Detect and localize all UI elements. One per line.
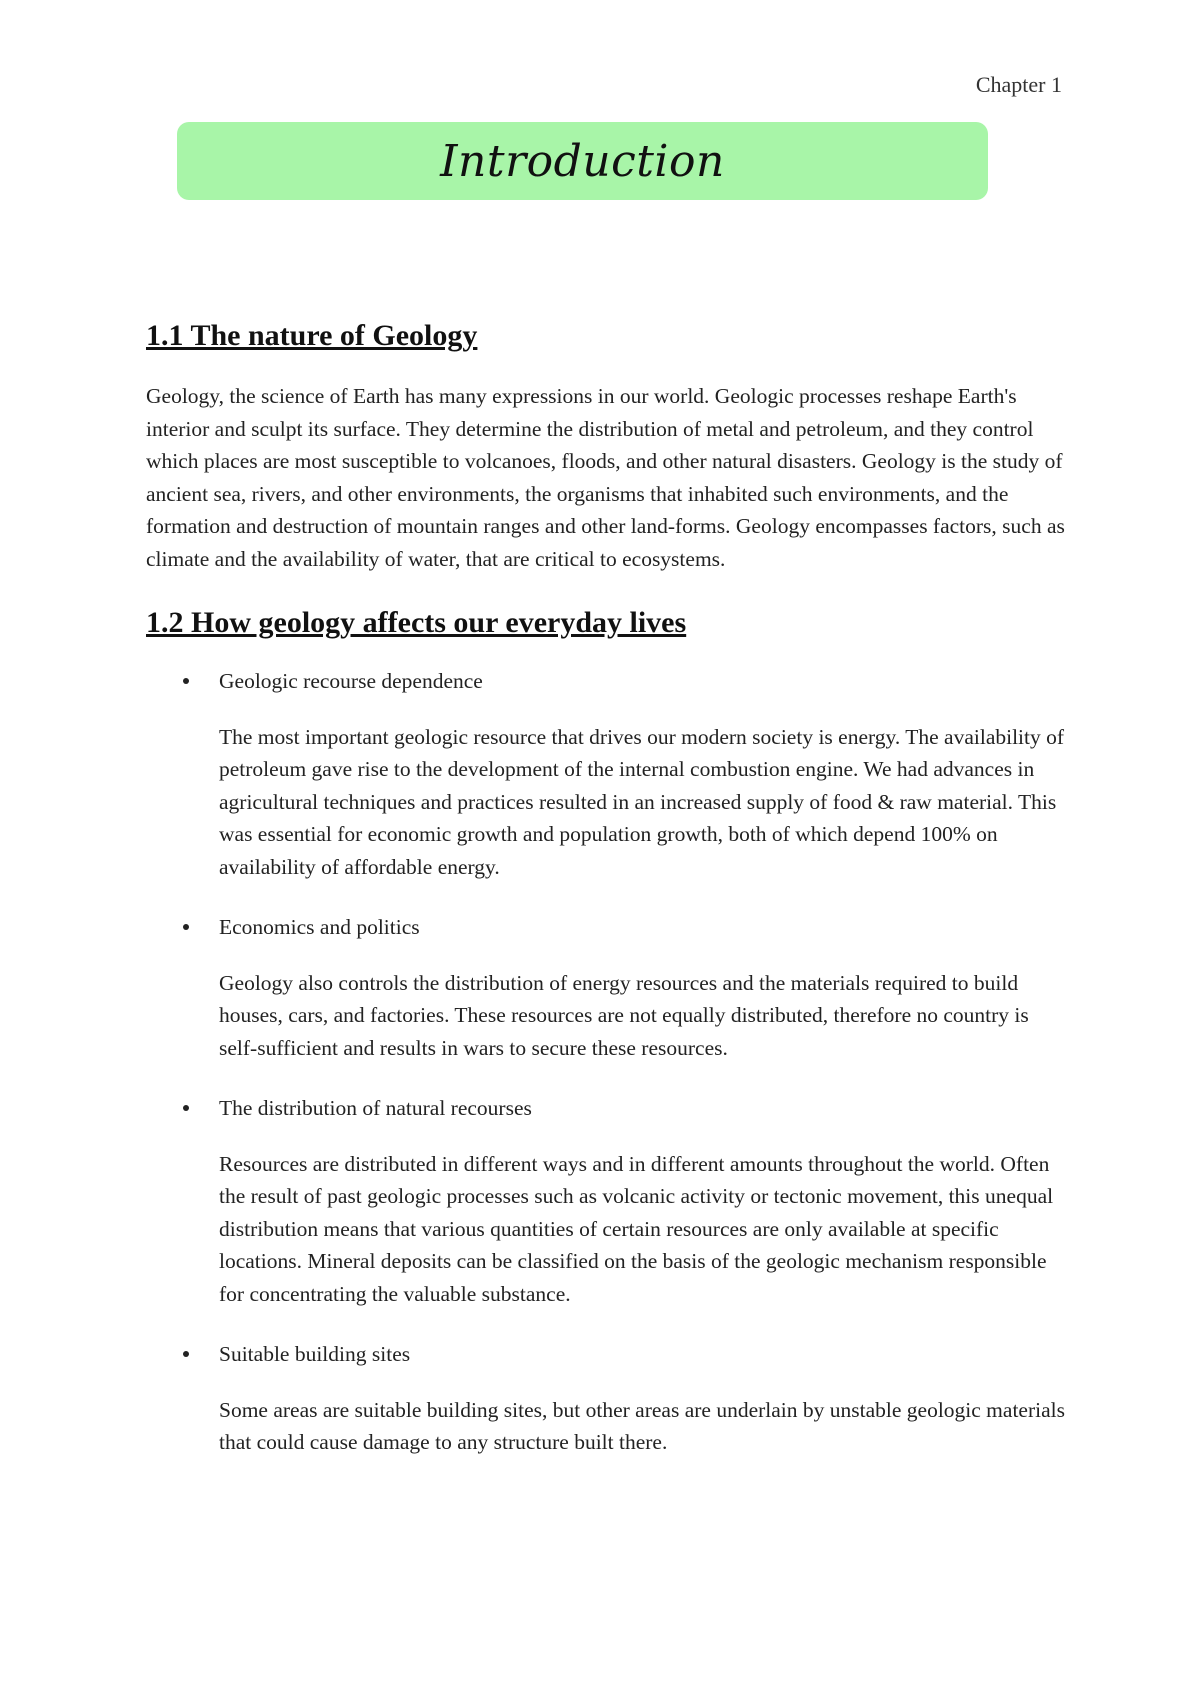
- bullet-title: Geologic recourse dependence: [219, 669, 483, 693]
- bullet-icon: [183, 924, 189, 930]
- title-banner: [177, 122, 988, 200]
- bullet-title: Suitable building sites: [219, 1342, 411, 1366]
- section-nature-of-geology: [146, 318, 1066, 575]
- page-title: Introduction: [440, 135, 725, 187]
- bullet-text: The most important geologic resource that drives our modern society is energy. The availability of petroleum gave rise to the development of the internal combustion engine. We had advances in agricultural techniques and practices resulted in an increased supply of food & raw material. This was essential for economic growth and population growth, both of which depend 100% on availability of affordable energy.: [219, 724, 1065, 879]
- bullet-title: The distribution of natural recourses: [219, 1096, 532, 1120]
- section-paragraph: Geology, the science of Earth has many expressions in our world. Geologic processes reshape Earth's interior and sculpt its surface. They determine the distribution of metal and petroleum, and they control which places are most susceptible to volcanoes, floods, and other natural disasters. Geology is the study of ancient sea, rivers, and other environments, the organisms that inhabited such environments, and the formation and destruction of mountain ranges and other land-forms. Geology encompasses factors, such as climate and the availability of water, that are critical to ecosystems.: [146, 384, 1065, 571]
- bullet-text: Resources are distributed in different ways and in different amounts throughout the world. Often the result of past geologic processes such as volcanic activity or tectonic movement, this unequal distribution means that various quantities of certain resources are only available at specific locations. Mineral deposits can be classified on the basis of the geologic mechanism responsible for concentrating the valuable substance.: [219, 1151, 1054, 1306]
- bullet-icon: [183, 1105, 189, 1111]
- bullet-icon: [183, 678, 189, 684]
- section-geology-everyday-lives: [146, 605, 1066, 1459]
- bullet-icon: [183, 1351, 189, 1357]
- bullet-text: Some areas are suitable building sites, but other areas are underlain by unstable geologic materials that could cause damage to any structure built there.: [219, 1397, 1065, 1454]
- document-content: [146, 318, 1066, 1487]
- bullet-title: Economics and politics: [219, 915, 420, 939]
- section-heading: 1.1 The nature of Geology: [146, 319, 478, 352]
- chapter-label: Chapter 1: [975, 72, 1062, 97]
- list-item: [146, 1092, 1066, 1310]
- list-item: [146, 911, 1066, 1064]
- section-heading: 1.2 How geology affects our everyday lives: [146, 606, 687, 639]
- bullet-list: [146, 665, 1066, 1459]
- bullet-text: Geology also controls the distribution of energy resources and the materials required to build houses, cars, and factories. These resources are not equally distributed, therefore no country is self-sufficient and results in wars to secure these resources.: [219, 970, 1029, 1060]
- list-item: [146, 1338, 1066, 1459]
- list-item: [146, 665, 1066, 883]
